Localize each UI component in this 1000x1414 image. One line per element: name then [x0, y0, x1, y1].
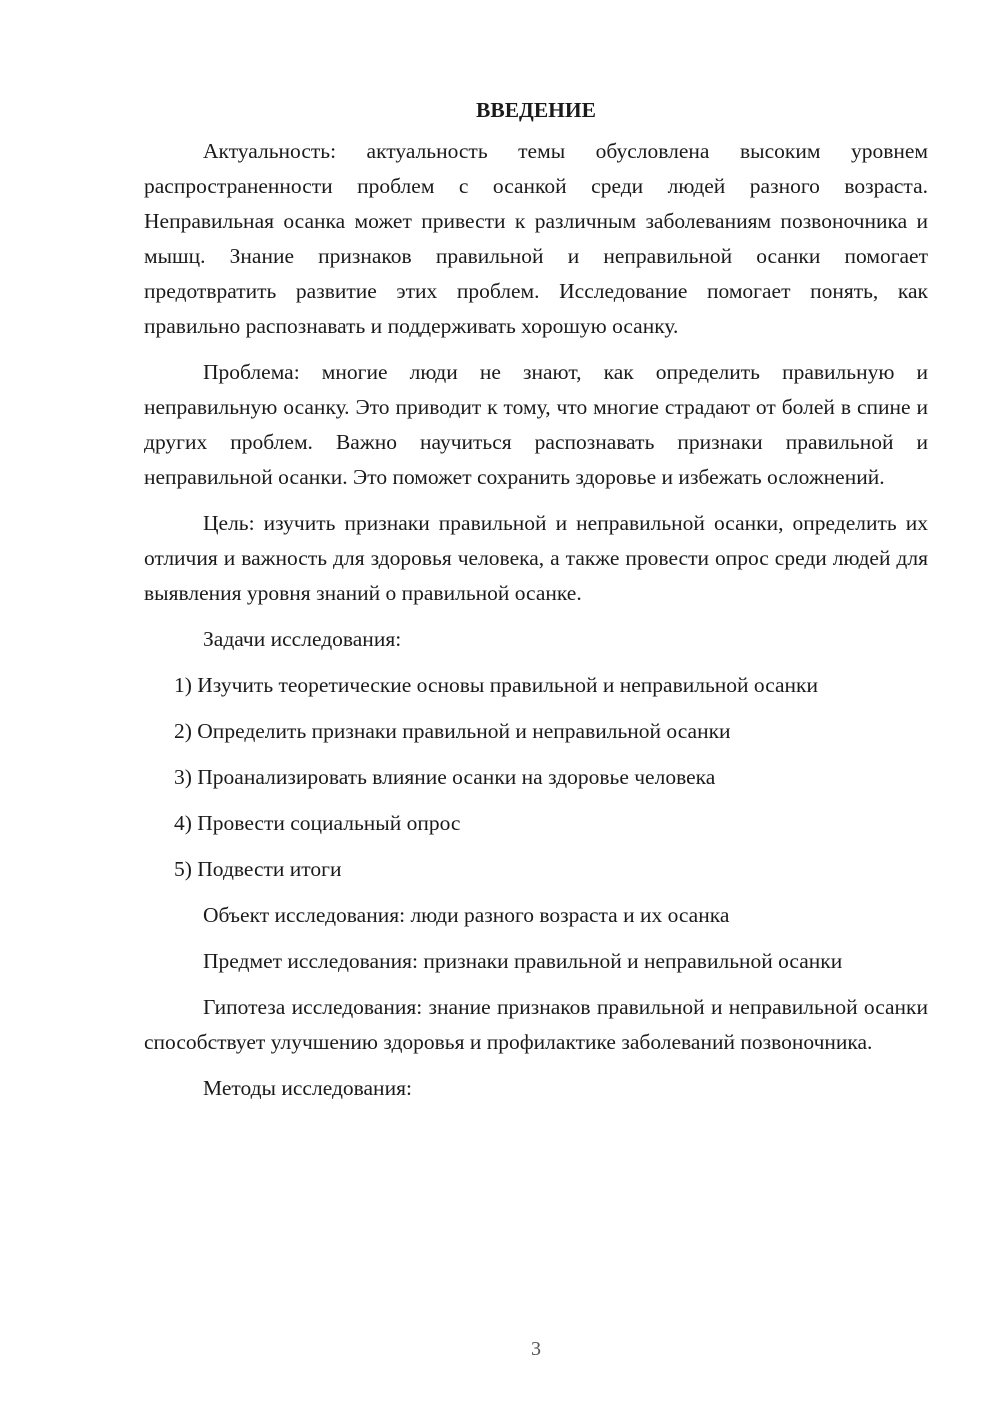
task-item-5: 5) Подвести итоги	[174, 857, 342, 881]
paragraph-goal: Цель: изучить признаки правильной и неправильной осанки, определить их отличия и важность для здоровья человека, а также провести опрос среди людей для выявления уровня знаний о правильной осанке.	[144, 511, 928, 605]
task-item-2: 2) Определить признаки правильной и неправильной осанки	[174, 719, 731, 743]
methods-heading: Методы исследования:	[203, 1076, 412, 1100]
paragraph-object: Объект исследования: люди разного возраста и их осанка	[203, 903, 730, 927]
paragraph-problem: Проблема: многие люди не знают, как определить правильную и неправильную осанку. Это приводит к тому, что многие страдают от болей в спине и других проблем. Важно научиться распознавать признаки правильной и неправильной осанки. Это поможет сохранить здоровье и избежать осложнений.	[144, 360, 928, 489]
tasks-heading: Задачи исследования:	[203, 627, 402, 651]
paragraph-hypothesis: Гипотеза исследования: знание признаков правильной и неправильной осанки способствует улучшению здоровья и профилактике заболеваний позвоночника.	[144, 995, 928, 1054]
paragraph-relevance: Актуальность: актуальность темы обусловлена высоким уровнем распространенности проблем с осанкой среди людей разного возраста. Неправильная осанка может привести к различным заболеваниям позвоночника и мышц. Знание признаков правильной и неправильной осанки помогает предотвратить развитие этих проблем. Исследование помогает понять, как правильно распознавать и поддерживать хорошую осанку.	[144, 139, 928, 338]
page-number: 3	[531, 1338, 541, 1360]
page-title: ВВЕДЕНИЕ	[476, 98, 596, 122]
task-item-3: 3) Проанализировать влияние осанки на здоровье человека	[174, 765, 716, 789]
paragraph-subject: Предмет исследования: признаки правильной и неправильной осанки	[203, 949, 843, 973]
task-item-4: 4) Провести социальный опрос	[174, 811, 461, 835]
task-item-1: 1) Изучить теоретические основы правильной и неправильной осанки	[174, 673, 819, 697]
page-content	[144, 93, 928, 1117]
